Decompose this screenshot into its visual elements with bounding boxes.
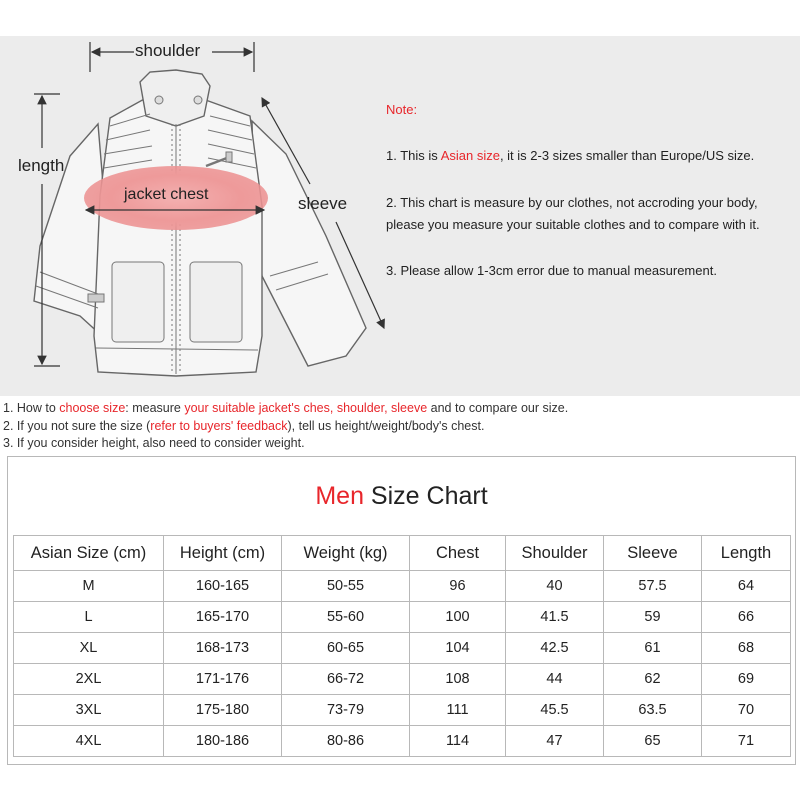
table-cell: 50-55 [282, 571, 410, 602]
table-row [14, 633, 791, 664]
table-cell: 104 [410, 633, 506, 664]
table-cell: 59 [604, 602, 702, 633]
shoulder-label: shoulder [135, 41, 201, 60]
table-cell: 65 [604, 726, 702, 757]
table-cell: 111 [410, 695, 506, 726]
header-chest: Chest [410, 536, 506, 571]
table-cell: XL [14, 633, 164, 664]
jacket-measurement-diagram [0, 36, 800, 396]
table-cell: 68 [702, 633, 791, 664]
table-cell: 62 [604, 664, 702, 695]
length-label: length [18, 156, 65, 175]
table-cell: 3XL [14, 695, 164, 726]
table-row [14, 664, 791, 695]
table-cell: 70 [702, 695, 791, 726]
table-row [14, 726, 791, 757]
table-cell: 160-165 [164, 571, 282, 602]
size-chart-panel [7, 456, 796, 765]
header-asian-size: Asian Size (cm) [14, 536, 164, 571]
hint-3: 3. If you consider height, also need to consider weight. [3, 436, 305, 450]
header-sleeve: Sleeve [604, 536, 702, 571]
table-cell: 180-186 [164, 726, 282, 757]
table-cell: M [14, 571, 164, 602]
hint-2: 2. If you not sure the size (refer to buyers' feedback), tell us height/weight/body's chest. [3, 418, 485, 433]
note-3: 3. Please allow 1-3cm error due to manual measurement. [386, 263, 717, 278]
table-cell: 69 [702, 664, 791, 695]
size-hints [3, 400, 568, 453]
table-cell: 63.5 [604, 695, 702, 726]
table-cell: 57.5 [604, 571, 702, 602]
table-cell: 2XL [14, 664, 164, 695]
table-cell: 171-176 [164, 664, 282, 695]
table-cell: 66 [702, 602, 791, 633]
chart-title [8, 482, 795, 511]
table-cell: 4XL [14, 726, 164, 757]
table-cell: 42.5 [506, 633, 604, 664]
table-cell: 45.5 [506, 695, 604, 726]
table-header-row [14, 536, 791, 571]
table-cell: 66-72 [282, 664, 410, 695]
note-2-line-1: 2. This chart is measure by our clothes, not accroding your body, [386, 195, 758, 210]
table-cell: 100 [410, 602, 506, 633]
table-cell: 165-170 [164, 602, 282, 633]
header-height: Height (cm) [164, 536, 282, 571]
table-cell: 114 [410, 726, 506, 757]
table-cell: 44 [506, 664, 604, 695]
table-cell: L [14, 602, 164, 633]
header-weight: Weight (kg) [282, 536, 410, 571]
sleeve-label: sleeve [298, 194, 348, 213]
jacket-chest-label: jacket chest [124, 186, 209, 203]
table-cell: 61 [604, 633, 702, 664]
note-1: 1. This is Asian size, it is 2-3 sizes smaller than Europe/US size. [386, 148, 755, 163]
table-cell: 40 [506, 571, 604, 602]
table-cell: 73-79 [282, 695, 410, 726]
table-cell: 47 [506, 726, 604, 757]
table-cell: 71 [702, 726, 791, 757]
asian-size-highlight: Asian size [440, 148, 500, 163]
notes-title: Note: [386, 102, 418, 117]
table-cell: 55-60 [282, 602, 410, 633]
size-table [13, 535, 791, 757]
table-cell: 41.5 [506, 602, 604, 633]
header-length: Length [702, 536, 791, 571]
table-cell: 64 [702, 571, 791, 602]
table-cell: 175-180 [164, 695, 282, 726]
chart-title-men: Men [315, 482, 364, 510]
table-cell: 60-65 [282, 633, 410, 664]
hint-1: 1. How to choose size: measure your suitable jacket's ches, shoulder, sleeve and to compare our size. [3, 401, 569, 415]
table-cell: 108 [410, 664, 506, 695]
table-cell: 80-86 [282, 726, 410, 757]
table-cell: 168-173 [164, 633, 282, 664]
table-row [14, 695, 791, 726]
header-shoulder: Shoulder [506, 536, 604, 571]
notes-panel [386, 102, 796, 282]
chart-title-rest: Size Chart [363, 482, 488, 510]
table-cell: 96 [410, 571, 506, 602]
table-row [14, 571, 791, 602]
table-row [14, 602, 791, 633]
note-2-line-2: please you measure your suitable clothes and to compare with it. [386, 217, 760, 232]
